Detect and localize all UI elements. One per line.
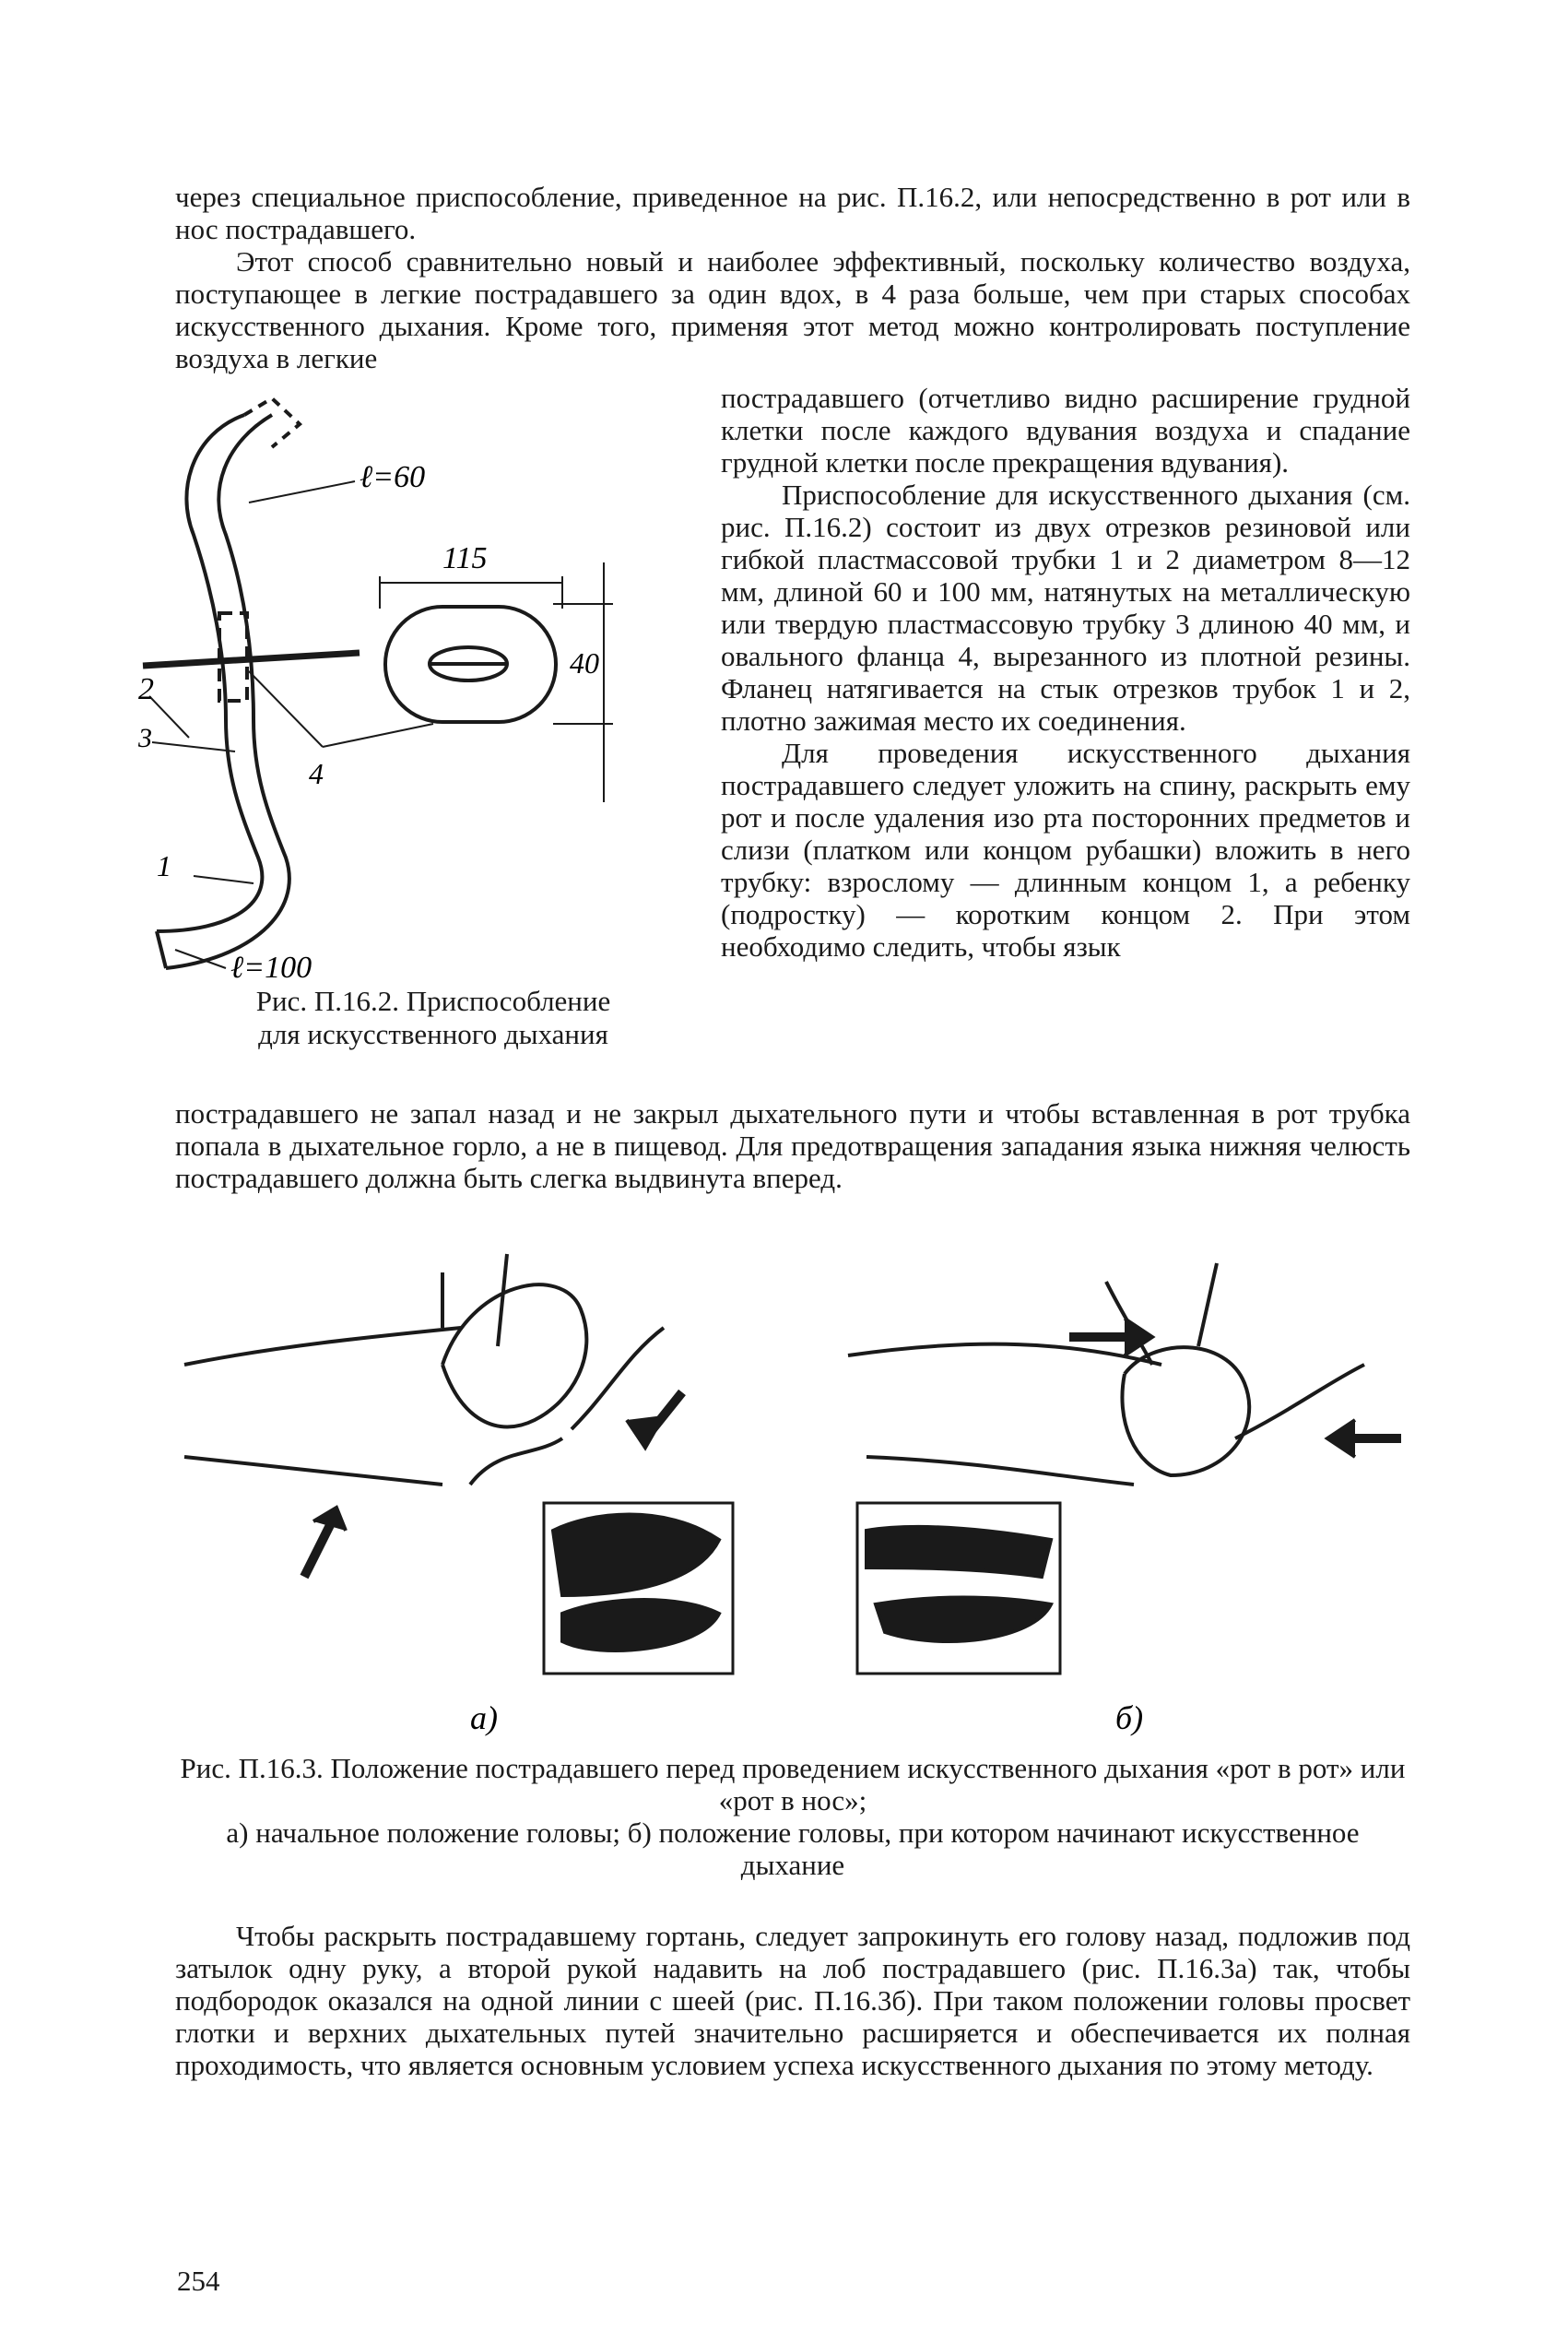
figure-1-caption: [184, 985, 682, 1051]
intro-text-block: [175, 181, 1410, 374]
paragraph-3: Приспособление для искусственного дыхания (см. рис. П.16.2) состоит из двух отрезков резиновой или гибкой пластмассовой трубки 1 и 2 диаметром 8—12 мм, длиной 60 и 100 мм, натянутых на металлическую или твердую пластмассовую трубку 3 длиною 40 мм, и овального фланца 4, вырезанного из плотной резины. Фланец натягивается на стык отрезков трубок 1 и 2, плотно зажимая место их соединения.: [721, 479, 1410, 737]
paragraph-1: через специальное приспособление, приведенное на рис. П.16.2, или непосредственно в рот или в нос пострадавшего.: [175, 181, 1410, 245]
figure-2-caption-main: Рис. П.16.3. Положение пострадавшего перед проведением искусственного дыхания «рот в рот» или «рот в нос»;: [180, 1752, 1406, 1816]
paragraph-4-continued: пострадавшего не запал назад и не закрыл дыхательного пути и чтобы вставленная в рот трубка попала в дыхательное горло, а не в пищевод. Для предотвращения западания языка нижняя челюсть пострадавшего должна быть слегка выдвинута вперед.: [175, 1097, 1410, 1194]
figure-head-position: [166, 1226, 1429, 1743]
label-panel-b: б): [1115, 1699, 1144, 1736]
body-a-bottom: [184, 1457, 442, 1485]
label-dim-115: 115: [442, 541, 488, 575]
label-2: 2: [138, 672, 154, 706]
head-a: [442, 1284, 586, 1426]
bottom-text-block: [175, 1920, 1410, 2081]
page-number: 254: [177, 2265, 220, 2297]
full-width-text-block: [175, 1097, 1410, 1194]
tube-bottom-end: [157, 931, 166, 968]
body-a-top: [184, 1328, 461, 1365]
label-4: 4: [309, 757, 324, 790]
paragraph-5: Чтобы раскрыть пострадавшему гортань, следует запрокинуть его голову назад, подложив под затылок одну руку, а второй рукой надавить на лоб пострадавшего (рис. П.16.3а) так, чтобы подбородок оказался на одной линии с шеей (рис. П.16.3б). При таком положении головы просвет глотки и верхних дыхательных путей значительно расширяется и обеспечивается их полная проходимость, что является основным условием успеха искусственного дыхания по этому методу.: [175, 1920, 1410, 2081]
head-position-drawing: [166, 1226, 1429, 1743]
label-panel-a: а): [470, 1699, 498, 1736]
paragraph-4: Для проведения искусственного дыхания пострадавшего следует уложить на спину, раскрыть ему рот и после удаления изо рта посторонних предметов и слизи (платком или концом рубашки) вложить в него трубку: взрослому — длинным концом 1, а ребенку (подростку) — коротким концом 2. При этом необходимо следить, чтобы язык: [721, 737, 1410, 963]
tube-top-end: [244, 398, 300, 447]
label-1: 1: [157, 849, 171, 882]
hand-a: [470, 1438, 562, 1485]
figure-1-caption-line2: для искусственного дыхания: [258, 1018, 608, 1050]
paragraph-2: Этот способ сравнительно новый и наиболее эффективный, поскольку количество воздуха, поступающее в легкие пострадавшего за один вдох, в 4 раза больше, чем при старых способах искусственного дыхания. Кроме того, применяя этот метод можно контролировать поступление воздуха в легкие: [175, 245, 1410, 374]
label-dim-40: 40: [570, 646, 599, 680]
head-b: [1122, 1347, 1249, 1475]
figure-2-caption-sub: а) начальное положение головы; б) положение головы, при котором начинают искусственное дыхание: [226, 1816, 1360, 1881]
figure-2-caption: [175, 1752, 1410, 1881]
paragraph-2-continued: пострадавшего (отчетливо видно расширение грудной клетки после каждого вдувания воздуха и спадание грудной клетки после прекращения вдувания).: [721, 382, 1410, 479]
figure-breathing-device: [138, 378, 710, 1005]
label-length-100: ℓ=100: [230, 951, 312, 985]
label-length-60: ℓ=60: [360, 460, 426, 494]
figure-1-caption-line1: Рис. П.16.2. Приспособление: [255, 985, 611, 1017]
label-3: 3: [138, 723, 152, 753]
breathing-device-drawing: [138, 378, 710, 1005]
wrapped-text-column: [721, 382, 1410, 963]
body-b-top: [848, 1344, 1161, 1365]
body-b-bottom: [867, 1457, 1134, 1485]
